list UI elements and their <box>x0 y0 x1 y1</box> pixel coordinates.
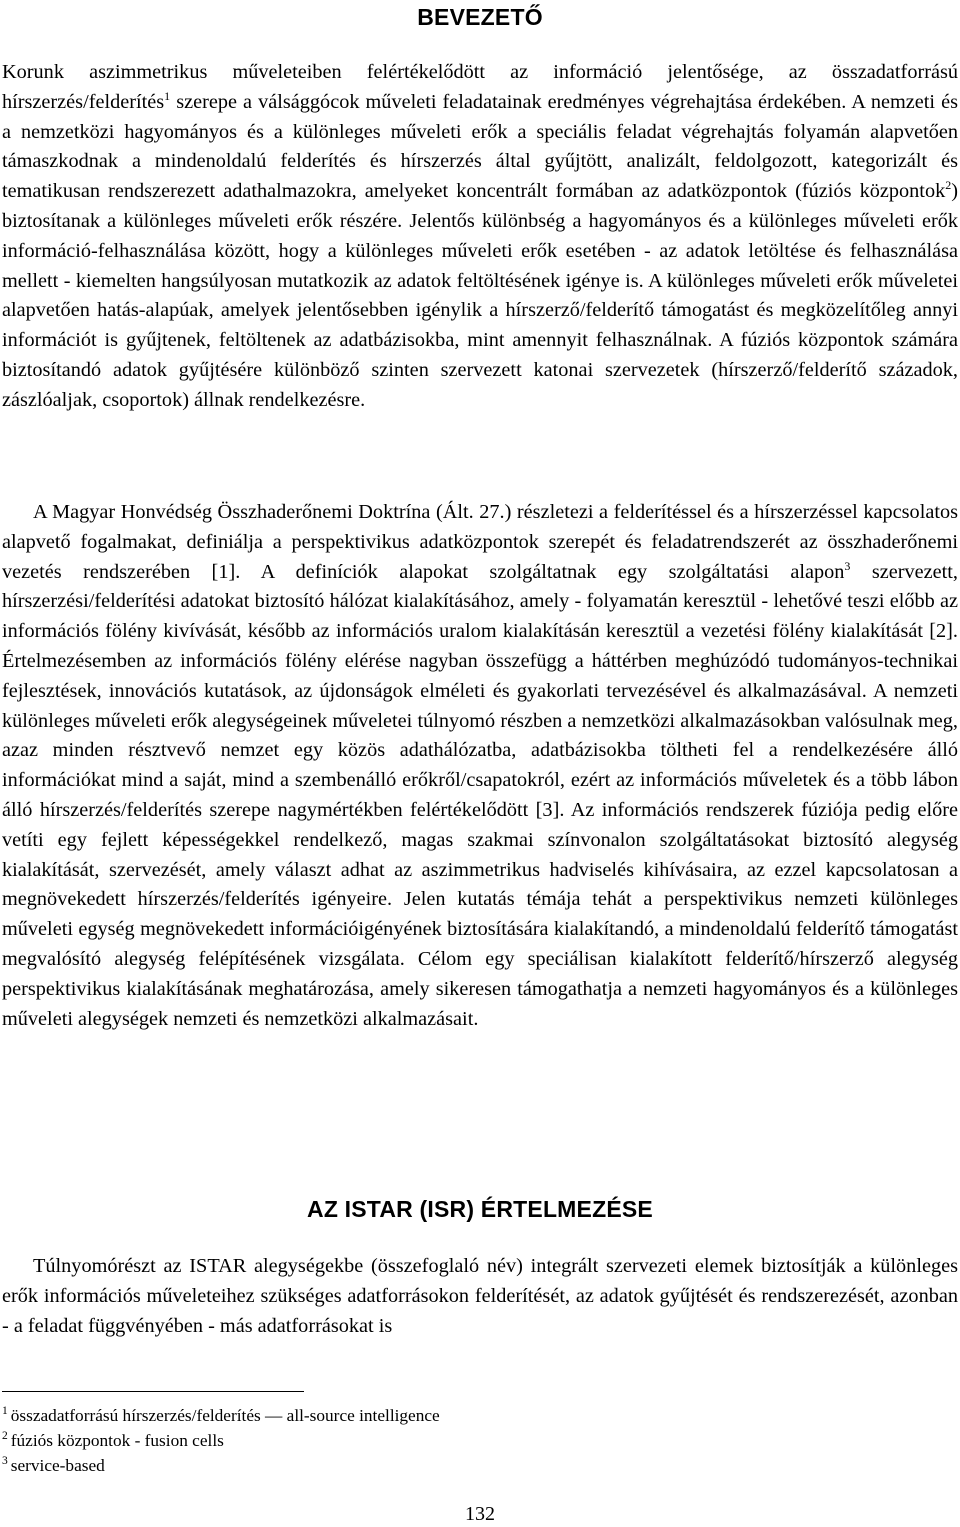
intro-p1-text-a: Korunk aszimmetrikus műveleteiben felértékelődött az információ jelentősége, az összadatforrású hírszerzés/felderítés <box>2 61 958 113</box>
intro-p1-text-b: szerepe a válsággócok műveleti feladatainak eredményes végrehajtása érdekében. A nemzeti és a nemzetközi hagyományos és a különleges műveleti erők a speciális feladat végrehajtás folyamán alapvetően támaszkodnak a mindenoldalú felderítés és hírszerzés által gyűjtött, analizált, feldolgozott, kategorizált és tematikusan rendszerezett adathalmazokra, amelyeket koncentrált formában az adatközpontok (fúziós központok <box>2 90 958 203</box>
footnote-divider <box>2 1391 304 1392</box>
section-title-istar: AZ ISTAR (ISR) ÉRTELMEZÉSE <box>307 1196 653 1222</box>
page-number: 132 <box>465 1503 495 1525</box>
intro-p2-text-a: A Magyar Honvédség Összhaderőnemi Doktrína (Ált. 27.) részletezi a felderítéssel és a hírszerzéssel kapcsolatos alapvető fogalmakat, definiálja a perspektivikus adatközpontok szerepét és feladatrendszerét az összhaderőnemi vezetés rendszerében [1]. A definíciók alapokat szolgáltatnak egy szolgáltatási alapon <box>2 501 958 583</box>
section-title-bevezeto: BEVEZETŐ <box>417 4 543 30</box>
intro-paragraph-2 <box>2 498 958 1034</box>
footnote-ref-1[interactable]: 1 <box>164 89 171 104</box>
footnote-1 <box>2 1403 902 1428</box>
footnote-3 <box>2 1453 902 1478</box>
footnote-text: service-based <box>10 1456 105 1475</box>
footnote-number: 3 <box>2 1455 8 1468</box>
footnote-text: fúziós központok - fusion cells <box>10 1431 224 1450</box>
footnote-ref-3[interactable]: 3 <box>844 558 851 573</box>
footnote-2 <box>2 1428 902 1453</box>
intro-p1-text-c: ) biztosítanak a különleges műveleti erők részére. Jelentős különbség a hagyományos és a különleges műveleti erők információ-felhasználása között, hogy a különleges műveleti erők esetében - az adatok letöltése és felhasználása mellett - kiemelten hangsúlyosan mutatkozik az adatok feltöltésének igénye is. A különleges műveleti erők műveletei alapvetően hatás-alapúak, amelyek jelentősebben igénylik a hírszerző/felderítő támogatást és megközelítőleg annyi információt is gyűjtenek, feltöltenek az adatbázisokba, mint amennyit felhasználnak. A fúziós központok számára biztosítandó adatok gyűjtésére különböző szinten szervezett katonai szervezetek (hírszerző/felderítő századok, zászlóaljak, csoportok) állnak rendelkezésre. <box>2 180 958 411</box>
footnote-number: 1 <box>2 1405 8 1418</box>
footnotes <box>2 1403 902 1478</box>
footnote-text: összadatforrású hírszerzés/felderítés — all-source intelligence <box>10 1406 440 1425</box>
footnote-ref-2[interactable]: 2 <box>945 178 952 193</box>
istar-paragraph-1: Túlnyomórészt az ISTAR alegységekbe (összefoglaló név) integrált szervezeti elemek biztosítják a különleges erők információs műveleteihez szükséges adatforrásokon felderítését, az adatok gyűjtését és rendszerezését, azonban - a feladat függvényében - más adatforrásokat is <box>2 1255 958 1337</box>
intro-p2-text-b: szervezett, hírszerzési/felderítési adatokat biztosító hálózat kialakításához, amely - folyamatán keresztül - lehetővé teszi előbb az információs fölény kivívását, később az információs uralom kialakításán keresztül a vezetési fölény kialakítását [2]. Értelmezésemben az információs fölény elérése nagyban összefügg a háttérben meghúzódó tudományos-technikai fejlesztések, innovációs kutatások, az újdonságok elméleti és gyakorlati tervezésével és alkalmazásával. A nemzeti különleges műveleti erők alegységeinek műveletei túlnyomó részben a nemzetközi alkalmazásokban valósulnak meg, azaz minden résztvevő nemzet egy közös adathálózatba, adatbázisokba töltheti fel a rendelkezésére álló információkat mind a saját, mind a szembenálló erőkről/csapatokról, ezért az információs műveletek és a több lábon álló hírszerzés/felderítés szerepe nagymértékben felértékelődött [3]. Az információs rendszerek fúziója pedig előre vetíti egy fejlett képességekkel rendelkező, magas szakmai színvonalon szolgáltatásokat biztosító alegység kialakítását, szervezését, amely választ adhat az aszimmetrikus hadviselés kihívásaira, az ezzel kapcsolatosan a megnövekedett hírszerzés/felderítés igényeire. Jelen kutatás témája tehát a perspektivikus nemzeti különleges műveleti egység megnövekedett információigényének biztosítására kialakítandó, a mindenoldalú felderítő támogatást megvalósító alegység felépítésének vizsgálata. Célom egy speciálisan kialakított felderítő/hírszerző alegység perspektivikus kialakításának meghatározása, amely sikeresen támogathatja a nemzeti hagyományos és a különleges műveleti alegységek nemzeti és nemzetközi alkalmazásait. <box>2 560 958 1030</box>
footnote-number: 2 <box>2 1430 8 1443</box>
intro-paragraph-1 <box>2 58 958 416</box>
